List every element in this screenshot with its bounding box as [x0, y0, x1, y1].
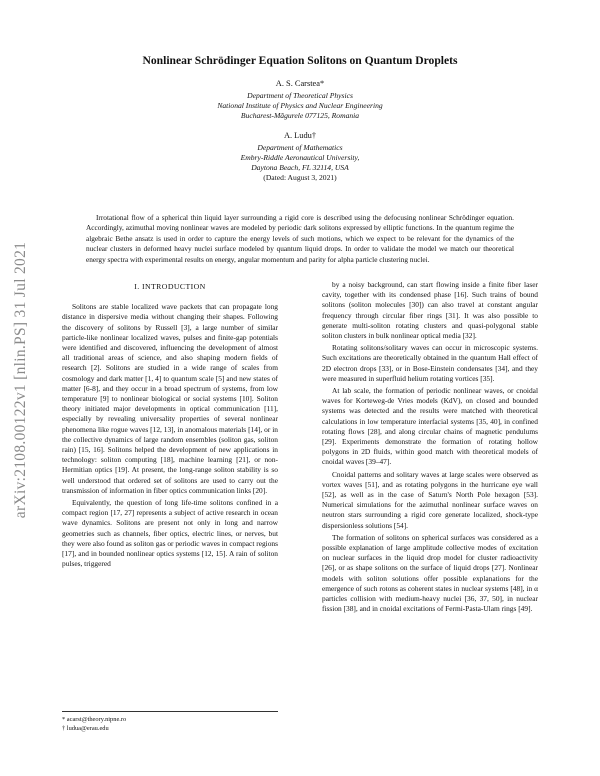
affiliation-1-line-1: Department of Theoretical Physics — [247, 91, 353, 100]
paper-header — [60, 54, 540, 183]
footnote-email-1: * acarst@theory.nipne.ro — [62, 716, 127, 723]
paragraph: Cnoidal patterns and solitary waves at large scales were observed as vortex waves [51], and as rotating polygons in the hurricane eye wall [52], as well as in the case of Saturn's North Pole hexagon [53]. Numerical simulations for the azimuthal nonlinear surface waves on neutron stars surrounding a rigid core generate localized, shock-type dispersionless solutions [54]. — [322, 469, 538, 530]
affiliation-2-line-1: Department of Mathematics — [257, 143, 343, 152]
affiliation-1-line-2: National Institute of Physics and Nuclear Engineering — [217, 101, 383, 110]
arxiv-identifier: arXiv:2108.00122v1 [nlin.PS] 31 Jul 2021 — [12, 241, 29, 519]
paragraph: At lab scale, the formation of periodic nonlinear waves, or cnoidal waves for Korteweg-de Vries models (KdV), on closed and bounded systems was detected and the results were matched with theoretical calculations in low temperature interfacial systems [35, 40], in confined rotating flows [28], and along circular chains of magnetic pendulums [29]. Experiments demonstrate the formation of rotating hollow polygons in 2D fluids, within good match with theoretical models of cnoidal waves [39–47]. — [322, 386, 538, 467]
paper-title: Nonlinear Schrödinger Equation Solitons on Quantum Droplets — [142, 54, 458, 67]
paragraph: Rotating solitons/solitary waves can occur in microscopic systems. Such excitations are theoretically obtained in the quantum Hall effect of 2D electron drops [33], or in Bose-Einstein condensates [34], and they were measured in superfluid helium rotating vortices [35]. — [322, 343, 538, 383]
author-2: A. Ludu† — [283, 131, 317, 140]
dated-line: (Dated: August 3, 2021) — [263, 173, 337, 182]
affiliation-2-line-2: Embry-Riddle Aeronautical University, — [240, 153, 360, 162]
paragraph: by a noisy background, can start flowing inside a finite fiber laser cavity, together with its condensed phase [16]. Such trains of bound solitons (soliton molecules [30]) can also travel at constant angular frequency through circular fiber rings [31]. It was also possible to generate multi-soliton rotating clusters and quasi-polygonal stable soliton clusters in bulk nonlinear optical media [32]. — [322, 280, 538, 341]
abstract: Irrotational flow of a spherical thin liquid layer surrounding a rigid core is described using the defocusing nonlinear Schrödinger equation. Accordingly, azimuthal moving nonlinear waves are modeled by periodic dark solitons expressed by elliptic functions. In the quantum regime the algebraic Bethe ansatz is used in order to capture the energy levels of such motions, which we expect to be relevant for the dynamics of the nuclear clusters in deformed heavy nuclei surface modeled by quantum liquid drops. In order to validate the model we match our theoretical energy spectra with experimental results on energy, angular momentum and parity for alpha particle clustering nuclei. — [86, 213, 514, 264]
paragraph: The formation of solitons on spherical surfaces was considered as a possible explanation of large amplitude collective modes of excitation on nuclear surfaces in the liquid drop model for cluster radioactivity [26], or as shape solitons on the surface of liquid drops [27]. Nonlinear models with soliton solutions offer possible explanations for the emergence of such rotons as coherent states in nuclear systems [48], in α particles collision with medium-heavy nuclei [36, 37, 50], in nuclear fission [38], and in cnoidal excitations of Fermi-Pasta-Ulam rings [49]. — [322, 532, 538, 614]
author-1: A. S. Carstea* — [275, 79, 325, 88]
paragraph: Equivalently, the question of long life-time solitons confined in a compact region [17, 27] represents a subject of active research in ocean wave dynamics. Solitons are present not only in long and narrow geometries such as channels, fiber optics, electric lines, or nerves, but they were also found as soliton gas or periodic waves in compact regions [17], and in bounded nonlinear optics systems [12, 15]. A rain of soliton pulses, triggered — [62, 498, 278, 569]
footnotes — [62, 711, 278, 733]
affiliation-2-line-3: Daytona Beach, FL 32114, USA — [251, 163, 349, 172]
right-column — [322, 280, 538, 617]
section-heading-introduction: I. INTRODUCTION — [134, 282, 206, 291]
affiliation-1-line-3: Bucharest-Măgurele 077125, Romania — [240, 111, 360, 120]
paragraph: Solitons are stable localized wave packets that can propagate long distance in dispersive media without changing their shapes. Following the discovery of solitons by Russell [3], a large number of similar particle-like nonlinear localized waves, pulses and finite-gap potentials were identified and discovered, influencing the development of almost all traditional areas of science, and also shaping modern fields of research [2]. Solitons are studied in a wide range of scales from cosmology and dark matter [1, 4] to quantum scale [5] and new states of matter [6-8], and they occur in a broad spectrum of systems, from low temperature [9] to nonlinear biological or social systems [10]. Soliton theory initiated major developments in optical communication [11], especially by revealing universality properties of several nonlinear phenomena like rogue waves [12, 13], in anomalous materials [14], or in the collective dynamics of large random ensembles (soliton gas, soliton rain) [15, 16]. Solitons helped the development of new applications in technology: soliton computing [18], machine learning [21], or non-Hermitian optics [19]. At present, the long-range soliton stability is so well understood that ordered set of solitons are used to carry out the transmission of information in fiber optics communication links [20]. — [62, 302, 278, 495]
arxiv-stamp — [8, 160, 34, 600]
left-column — [62, 282, 278, 571]
footnote-email-2: † ludua@erau.edu — [62, 725, 109, 732]
